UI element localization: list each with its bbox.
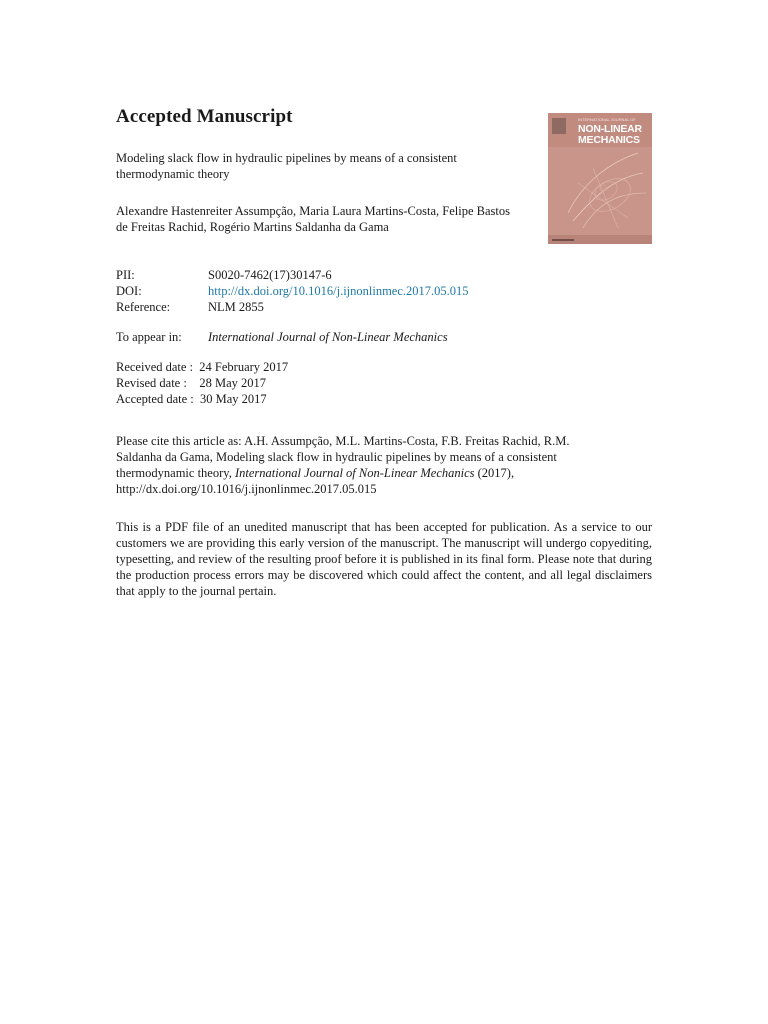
dates-block <box>116 359 288 407</box>
accepted-value: 30 May 2017 <box>199 392 267 406</box>
reference-label: Reference: <box>116 300 171 314</box>
journal-cover-image <box>548 113 652 244</box>
revised-value: 28 May 2017 <box>199 376 266 390</box>
accepted-label: Accepted date : <box>116 392 194 406</box>
reference-value: NLM 2855 <box>208 300 264 314</box>
revised-row <box>116 375 288 391</box>
manuscript-notice: This is a PDF file of an unedited manuscript that has been accepted for publication. As a service to our customers we are providing this early version of the manuscript. The manuscript will undergo copyediting, typesetting, and review of the resulting proof before it is published in its final form. Please note that during the production process errors may be discovered which could affect the content, and all legal disclaimers that apply to the journal pertain. <box>116 520 652 598</box>
cover-title-line2: MECHANICS <box>578 133 640 146</box>
appear-journal: International Journal of Non-Linear Mechanics <box>208 330 448 344</box>
citation-prefix: Please cite this article as: A.H. Assumpção, M.L. Martins-Costa, F.B. Freitas Rachid, R.M. Saldanha da Gama, Modeling slack flow in hydraulic pipelines by means of a consistent thermodynamic theory, <box>116 434 570 480</box>
cover-small-text: INTERNATIONAL JOURNAL OF <box>578 117 636 122</box>
identifiers-block <box>116 267 469 315</box>
page-heading: Accepted Manuscript <box>116 106 293 127</box>
doi-label: DOI: <box>116 284 142 298</box>
doi-link[interactable]: http://dx.doi.org/10.1016/j.ijnonlinmec.2017.05.015 <box>208 284 469 298</box>
cover-artwork-icon <box>548 143 652 235</box>
citation-doi: http://dx.doi.org/10.1016/j.ijnonlinmec.2017.05.015 <box>116 482 377 496</box>
received-value: 24 February 2017 <box>199 360 289 374</box>
accepted-row <box>116 391 288 407</box>
cover-title-line1: NON-LINEAR <box>578 123 642 135</box>
revised-label: Revised date : <box>116 376 187 390</box>
appear-label: To appear in: <box>116 330 182 344</box>
doi-row <box>116 283 469 299</box>
pii-value: S0020-7462(17)30147-6 <box>208 268 332 282</box>
appear-block <box>116 329 448 345</box>
article-title: Modeling slack flow in hydraulic pipelines by means of a consistent thermodynamic theory <box>116 151 457 181</box>
citation-year: (2017), <box>477 466 515 480</box>
citation-journal: International Journal of Non-Linear Mechanics <box>234 466 475 480</box>
received-label: Received date : <box>116 360 194 374</box>
reference-row <box>116 299 469 315</box>
cover-title <box>578 124 642 145</box>
received-row <box>116 359 288 375</box>
article-authors: Alexandre Hastenreiter Assumpção, Maria Laura Martins-Costa, Felipe Bastos de Freitas Rachid, Rogério Martins Saldanha da Gama <box>116 204 510 234</box>
pii-row <box>116 267 469 283</box>
citation-paragraph <box>116 433 616 497</box>
pii-label: PII: <box>116 268 135 282</box>
publisher-logo-icon <box>552 118 566 134</box>
appear-row <box>116 329 448 345</box>
cover-footer-mark <box>552 239 574 241</box>
